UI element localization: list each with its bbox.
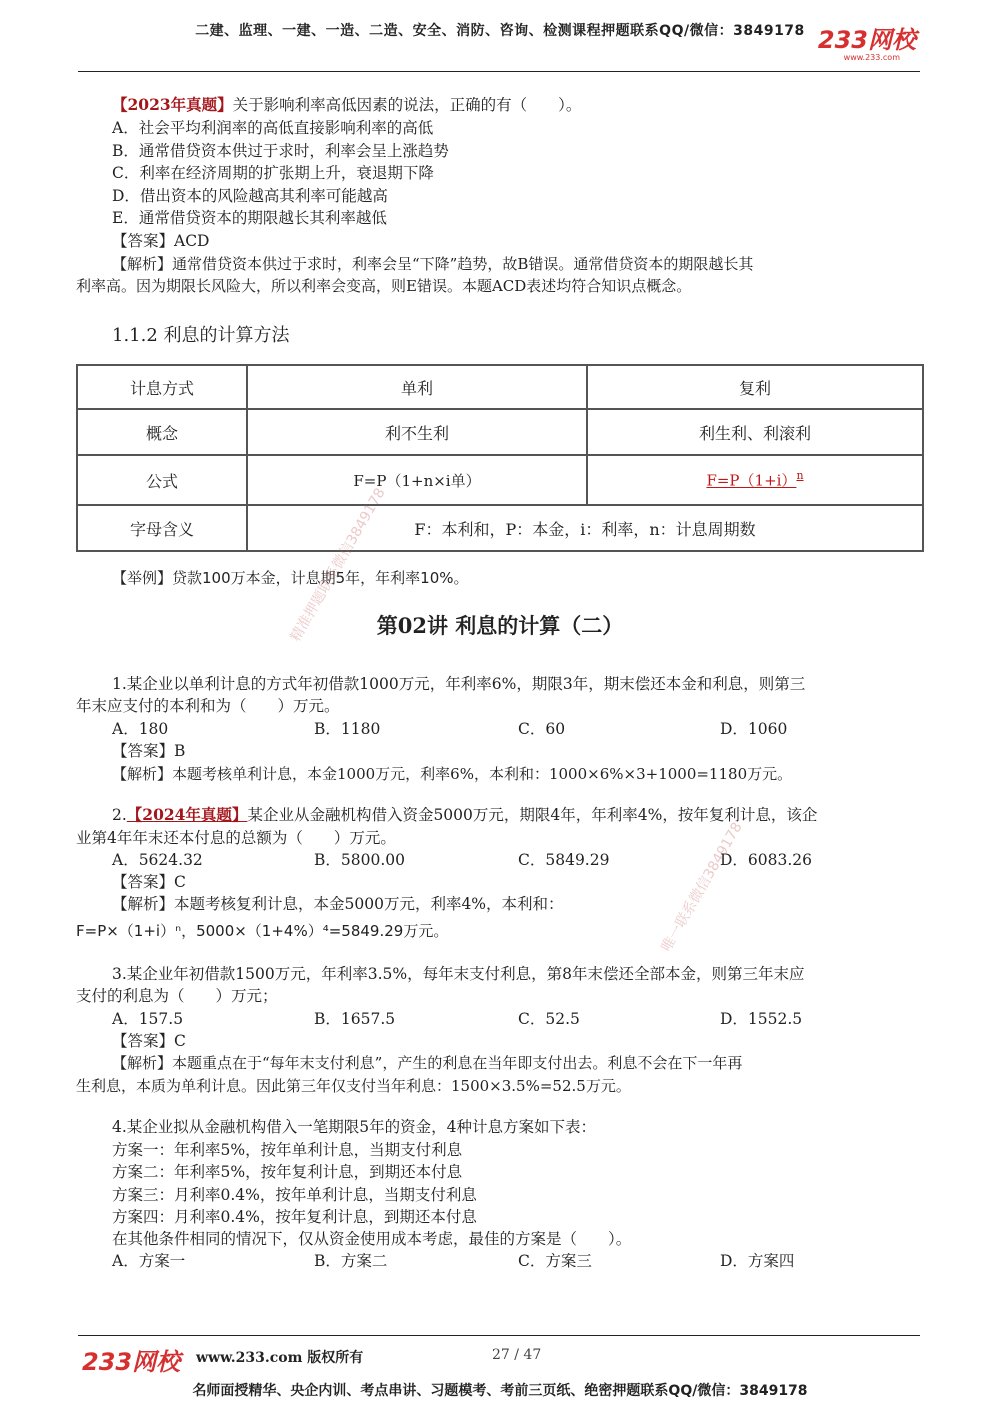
q2-option-d: D．6083.26 <box>720 851 813 869</box>
table-cell: F：本利和，P：本金，i：利率，n：计息周期数 <box>247 505 923 551</box>
q2023-stem-line <box>112 95 581 115</box>
q4-stem: 4.某企业拟从金融机构借入一笔期限5年的资金，4种计息方案如下表： <box>112 1118 597 1136</box>
table-cell: 利不生利 <box>247 409 587 455</box>
q1-stem-2: 年末应支付的本利和为（ ）万元。 <box>76 697 340 715</box>
q3-option-a: A．157.5 <box>112 1010 184 1028</box>
q2-option-b: B．5800.00 <box>314 851 405 869</box>
q1-option-b: B．1180 <box>314 720 381 738</box>
q3-option-d: D．1552.5 <box>720 1010 803 1028</box>
q3-analysis-1: 【解析】本题重点在于“每年末支付利息”，产生的利息在当年即支付出去。利息不会在下一年再 <box>112 1054 743 1072</box>
q3-answer: 【答案】C <box>112 1032 186 1050</box>
footer-logo: 233网校 <box>82 1348 181 1376</box>
q3-analysis-2: 生利息，本质为单利计息。因此第三年仅支付当年利息：1500×3.5%=52.5万元。 <box>76 1077 631 1095</box>
q2023-answer: 【答案】ACD <box>112 232 210 250</box>
lecture-title: 第02讲 利息的计算（二） <box>376 613 624 638</box>
q4-plan-2: 方案二：年利率5%，按年复利计息，到期还本付息 <box>112 1163 463 1181</box>
q4-plan-3: 方案三：月利率0.4%，按年单利计息，当期支付利息 <box>112 1186 477 1204</box>
q2023-analysis-1: 【解析】通常借贷资本供过于求时，利率会呈“下降”趋势，故B错误。通常借贷资本的期限越长其 <box>112 255 754 273</box>
q4-option-a: A．方案一 <box>112 1252 186 1270</box>
section-title: 1.1.2 利息的计算方法 <box>112 325 290 346</box>
q3-option-c: C．52.5 <box>518 1010 580 1028</box>
q2023-stem: 关于影响利率高低因素的说法，正确的有（ ）。 <box>232 96 582 114</box>
table-header-method: 计息方式 <box>77 365 247 409</box>
footer-rule <box>78 1335 920 1336</box>
q2023-option-a: A．社会平均利润率的高低直接影响利率的高低 <box>112 119 434 137</box>
q4-option-d: D．方案四 <box>720 1252 795 1270</box>
q2-answer: 【答案】C <box>112 873 186 891</box>
q2023-option-d: D．借出资本的风险越高其利率可能越高 <box>112 187 388 205</box>
q3-stem-1: 3.某企业年初借款1500万元，年利率3.5%，每年末支付利息，第8年末偿还全部本金，则第三年末应 <box>112 965 805 983</box>
table-row <box>77 365 923 409</box>
q2-option-a: A．5624.32 <box>112 851 203 869</box>
watermark: 唯一联系微信3849178 <box>658 819 746 955</box>
table-cell: 利生利、利滚利 <box>587 409 923 455</box>
q1-analysis: 【解析】本题考核单利计息，本金1000万元，利率6%，本利和：1000×6%×3+1000=1180万元。 <box>112 765 793 783</box>
q4-option-b: B．方案二 <box>314 1252 388 1270</box>
q2-tag: 【2024年真题】 <box>126 805 248 824</box>
example-text: 【举例】贷款100万本金，计息期5年，年利率10%。 <box>112 569 469 587</box>
q4-question: 在其他条件相同的情况下，仅从资金使用成本考虑，最佳的方案是（ ）。 <box>112 1230 632 1248</box>
table-cell: 字母含义 <box>77 505 247 551</box>
q2-option-c: C．5849.29 <box>518 851 610 869</box>
compound-formula-exponent: n <box>796 469 804 483</box>
q4-plan-1: 方案一：年利率5%，按年单利计息，当期支付利息 <box>112 1141 463 1159</box>
table-header-simple: 单利 <box>247 365 587 409</box>
q1-option-a: A．180 <box>112 720 169 738</box>
q2-analysis-1: 【解析】本题考核复利计息，本金5000万元，利率4%，本利和： <box>112 895 564 913</box>
header-logo-sub: www.233.com <box>843 53 900 62</box>
watermark: 精准押题联系微信3849178 <box>287 485 389 645</box>
q2023-option-b: B．通常借贷资本供过于求时，利率会呈上涨趋势 <box>112 142 449 160</box>
q2023-tag: 【2023年真题】 <box>112 95 233 114</box>
q2023-analysis-2: 利率高。因为期限长风险大，所以利率会变高，则E错误。本题ACD表述均符合知识点概念。 <box>76 277 692 295</box>
table-row <box>77 505 923 551</box>
q3-option-b: B．1657.5 <box>314 1010 396 1028</box>
q1-stem-1: 1.某企业以单利计息的方式年初借款1000万元，年利率6%，期限3年，期末偿还本金和利息，则第三 <box>112 675 806 693</box>
table-cell: 公式 <box>77 455 247 505</box>
q1-answer: 【答案】B <box>112 742 186 760</box>
q2-stem-line-1 <box>112 805 817 825</box>
q1-option-c: C．60 <box>518 720 566 738</box>
table-cell: F=P（1+n×i单） <box>247 455 587 505</box>
interest-table <box>76 364 924 552</box>
q1-option-d: D．1060 <box>720 720 788 738</box>
table-row <box>77 409 923 455</box>
q2-stem-2: 业第4年年末还本付息的总额为（ ）万元。 <box>76 829 396 847</box>
table-cell-compound-formula <box>587 455 923 505</box>
q3-stem-2: 支付的利息为（ ）万元； <box>76 987 278 1005</box>
q2-analysis-2: F=P×（1+i）ⁿ，5000×（1+4%）⁴=5849.29万元。 <box>76 922 449 940</box>
compound-formula: F=P（1+i） <box>706 471 797 490</box>
table-row <box>77 455 923 505</box>
page-number: 27 / 47 <box>492 1347 542 1363</box>
header-text: 二建、监理、一建、一造、二造、安全、消防、咨询、检测课程押题联系QQ/微信：3849178 <box>195 23 805 39</box>
footer-bottom-text: 名师面授精华、央企内训、考点串讲、习题模考、考前三页纸、绝密押题联系QQ/微信：3849178 <box>192 1383 808 1399</box>
footer-site: www.233.com 版权所有 <box>196 1350 364 1366</box>
q4-option-c: C．方案三 <box>518 1252 592 1270</box>
header-logo: 233网校 <box>817 26 916 54</box>
table-cell: 概念 <box>77 409 247 455</box>
q2023-option-c: C．利率在经济周期的扩张期上升，衰退期下降 <box>112 164 434 182</box>
q2-number: 2. <box>112 806 127 824</box>
q2-stem-1: 某企业从金融机构借入资金5000万元，期限4年，年利率4%，按年复利计息，该企 <box>247 806 818 824</box>
table-header-compound: 复利 <box>587 365 923 409</box>
q2023-option-e: E．通常借贷资本的期限越长其利率越低 <box>112 209 387 227</box>
q4-plan-4: 方案四：月利率0.4%，按年复利计息，到期还本付息 <box>112 1208 477 1226</box>
header-rule <box>78 71 920 72</box>
